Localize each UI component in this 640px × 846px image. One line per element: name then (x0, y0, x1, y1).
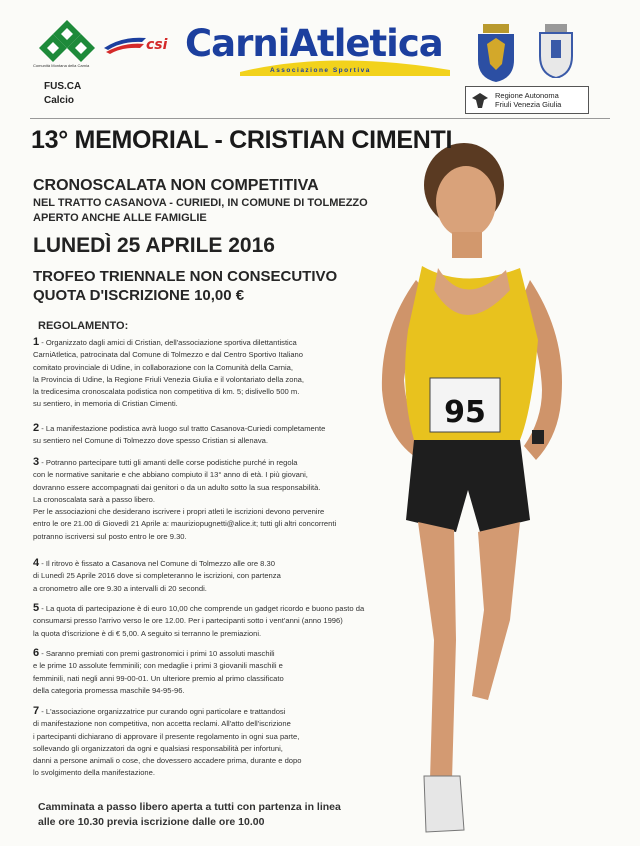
svg-text:csi: csi (146, 37, 168, 53)
rule-number: 7 (33, 705, 40, 717)
event-families: APERTO ANCHE ALLE FAMIGLIE (33, 212, 207, 224)
event-location: NEL TRATTO CASANOVA - CURIEDI, IN COMUNE DI TOLMEZZO (33, 197, 368, 209)
rule-line: - Il ritrovo è fissato a Casanova nel Comune di Tolmezzo alle ore 8.30 (39, 559, 275, 568)
rule-line: - La quota di partecipazione è di euro 10,00 che comprende un gadget ricordo e buono pasto da (39, 604, 365, 613)
rule-line: consumarsi presso l'arrivo verso le ore 12.00. Per i partecipanti sotto i vent'anni (anno 1996) (33, 616, 343, 626)
comunita-montana-logo (37, 18, 97, 64)
rule-1 (33, 336, 304, 411)
rule-line: la quota d'iscrizione è di € 5,00. A seguito si terranno le premiazioni. (33, 628, 262, 638)
regione-text (495, 91, 561, 109)
rule-7 (33, 705, 301, 780)
rule-line: femminili, nati negli anni 99-00-01. Un ulteriore premio al primo classificato (33, 673, 284, 683)
rule-line: - La manifestazione podistica avrà luogo sul tratto Casanova-Curiedi completamente (39, 424, 326, 433)
rule-line: entro le ore 21.00 di Giovedì 21 Aprile a: mauriziopugnetti@alice.it; tutti gli altri concorrenti (33, 519, 337, 529)
event-subtitle: CRONOSCALATA NON COMPETITIVA (33, 177, 319, 194)
rule-line: su sentiero, in memoria di Cristian Cimenti. (33, 399, 178, 409)
event-title: 13° MEMORIAL - CRISTIAN CIMENTI (31, 126, 453, 154)
rule-line: dovranno essere accompagnati dai genitori o da un adulto sotto la sua responsabilità. (33, 482, 321, 492)
rule-4 (33, 557, 281, 595)
provincia-crest-icon (475, 24, 517, 82)
rule-line: della categoria promessa maschile 94-95-96. (33, 685, 185, 695)
rule-number: 4 (33, 557, 40, 569)
regolamento-heading: REGOLAMENTO: (38, 320, 129, 332)
rule-line: lo svolgimento della manifestazione. (33, 768, 155, 778)
rule-line: di manifestazione non competitiva, non accetta reclami. All'atto dell'iscrizione (33, 719, 291, 729)
footer-note (38, 800, 341, 830)
comunita-caption: Comunità Montana della Carnia (33, 63, 90, 68)
rule-line: - Saranno premiati con premi gastronomici i primi 10 assoluti maschili (39, 649, 275, 658)
header-divider (30, 118, 610, 119)
rule-line: su sentiero nel Comune di Tolmezzo dove spesso Cristian si allenava. (33, 436, 268, 446)
rule-5 (33, 602, 364, 640)
rule-line: e le prime 10 assolute femminili; con medaglie i primi 3 giovanili maschili e (33, 661, 283, 671)
fusca-name: FUS.CA (44, 81, 82, 92)
rule-2 (33, 422, 325, 448)
tolmezzo-crest-icon (537, 24, 575, 78)
rule-line: CarniAtletica, patrocinata dal Comune di Tolmezzo e dal Centro Sportivo Italiano (33, 350, 304, 360)
rule-number: 6 (33, 647, 40, 659)
rule-line: - L'associazione organizzatrice pur curando ogni particolare e trattandosi (39, 707, 286, 716)
rule-line: sollevando gli organizzatori da ogni e qualsiasi responsabilità per infortuni, (33, 743, 283, 753)
rule-line: danni a persone animali o cose, che dovessero accadere prima, durante e dopo (33, 756, 302, 766)
brand-subtitle: Associazione Sportiva (270, 67, 371, 74)
rule-number: 2 (33, 422, 40, 434)
quota-line: QUOTA D'ISCRIZIONE 10,00 € (33, 287, 245, 304)
brand-name: CarniAtletica (185, 22, 443, 65)
bib-number: 95 (444, 395, 486, 430)
eagle-icon (470, 90, 490, 110)
rule-line: la tredicesima cronoscalata podistica non competitiva di km. 5; dislivello 500 m. (33, 387, 300, 397)
rule-number: 3 (33, 456, 40, 468)
event-date: LUNEDÌ 25 APRILE 2016 (33, 234, 275, 257)
rule-line: - Organizzato dagli amici di Cristian, dell'associazione sportiva dilettantistica (39, 338, 297, 347)
rule-line: Per le associazioni che desiderano iscrivere i propri atleti le iscrizioni devono pervenire (33, 507, 325, 517)
rule-line: la Provincia di Udine, la Regione Friuli Venezia Giulia e il volontariato della zona, (33, 374, 304, 384)
rule-line: i partecipanti dichiarano di approvare il presente regolamento in ogni sua parte, (33, 731, 300, 741)
csi-logo (102, 32, 172, 56)
event-trofeo (33, 267, 337, 305)
footer-line: alle ore 10.30 previa iscrizione dalle ore 10.00 (38, 816, 265, 828)
rule-number: 5 (33, 602, 40, 614)
rule-line: di Lunedì 25 Aprile 2016 dove si completeranno le iscrizioni, con partenza (33, 571, 281, 581)
rule-line: a cronometro alle ore 9.30 a intervalli di 20 secondi. (33, 583, 207, 593)
rule-line: con le normative sanitarie e che abbiano compiuto il 13° anno di età. I più giovani, (33, 470, 308, 480)
regione-line-1: Regione Autonoma (495, 91, 559, 100)
rule-line: La cronoscalata sarà a passo libero. (33, 494, 155, 504)
rule-line: potranno iscriversi sul posto entro le ore 9.30. (33, 531, 187, 541)
rule-line: comitato provinciale di Udine, in collaborazione con la Comunità della Carnia, (33, 362, 294, 372)
trofeo-line: TROFEO TRIENNALE NON CONSECUTIVO (33, 268, 338, 285)
fusca-sport: Calcio (44, 95, 75, 106)
rule-3 (33, 456, 336, 543)
rule-line: - Potranno partecipare tutti gli amanti delle corse podistiche purché in regola (39, 458, 298, 467)
rule-number: 1 (33, 336, 40, 348)
runner-photo (360, 140, 612, 840)
rule-6 (33, 647, 284, 697)
footer-line: Camminata a passo libero aperta a tutti con partenza in linea (38, 801, 341, 813)
regione-line-2: Friuli Venezia Giulia (495, 100, 562, 109)
fusca-label (44, 80, 81, 108)
